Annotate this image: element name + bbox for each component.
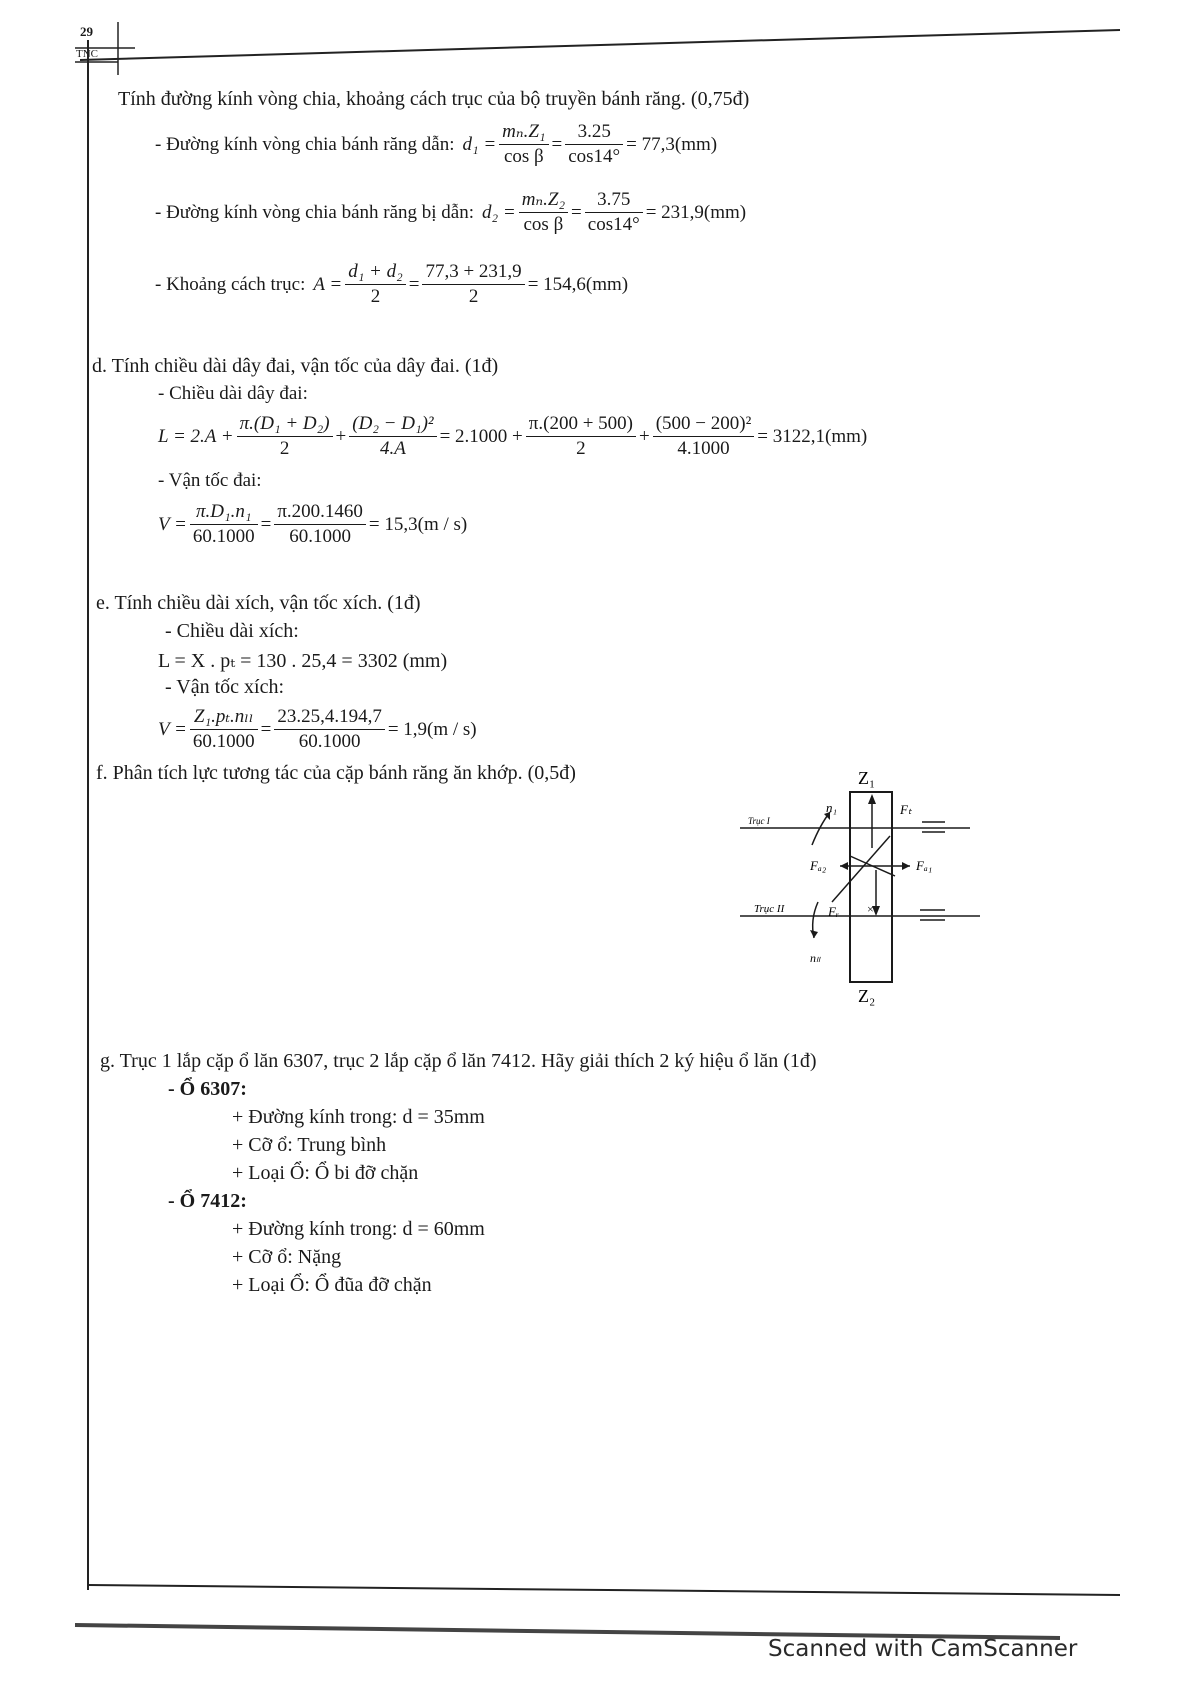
Ve-lhs: V = bbox=[158, 718, 187, 740]
Ve-result: = 1,9(m / s) bbox=[387, 718, 477, 740]
d1-lhs: d₁ = bbox=[462, 133, 497, 155]
formula-d1: - Đường kính vòng chia bánh răng dẫn: d₁ = $\frac{\text{mₙ.Z₁}}{\text{cos β}}$ = $\frac{3.25}{\cos 14^\circ}$ = 77,3(mm) bbox=[155, 121, 718, 167]
L-lhs: L = 2.A + bbox=[158, 425, 234, 447]
d2-result: = 231,9(mm) bbox=[645, 201, 747, 223]
d1-f1-num: mₙ.Z₁ bbox=[499, 120, 548, 145]
L-f4-den: 4.1000 bbox=[677, 438, 730, 459]
formula-A: - Khoảng cách trục: A = $\frac{\text{d₁ + d₂}}{2}$ = $\frac{77,3 + 231,9}{2}$ = 154,6(mm) bbox=[155, 261, 629, 307]
Ve-f1-num: Z₁.pₜ.nₗₗ bbox=[190, 705, 258, 730]
label-fa2: Fₐ₂ bbox=[810, 858, 827, 873]
Vd-f1-den: 60.1000 bbox=[192, 526, 255, 547]
A-f1-den: 2 bbox=[370, 286, 381, 307]
A-label: - Khoảng cách trục: bbox=[155, 273, 306, 295]
label-fa1: Fₐ₁ bbox=[916, 858, 933, 873]
A-result: = 154,6(mm) bbox=[527, 273, 629, 295]
Vd-result: = 15,3(m / s) bbox=[368, 513, 468, 535]
d2-f1-den: cos β bbox=[523, 214, 564, 235]
A-f2-num: 77,3 + 231,9 bbox=[422, 260, 524, 285]
d1-f2-num: 3.25 bbox=[565, 120, 623, 145]
L-f3-num: π.(200 + 500) bbox=[526, 412, 636, 437]
svg-text:×: × bbox=[867, 902, 874, 916]
L-mid: = 2.1000 + bbox=[439, 425, 523, 447]
label-n2: nₗₗ bbox=[810, 951, 820, 965]
bearing-7412-item-2: + Cỡ ổ: Nặng bbox=[232, 1246, 342, 1268]
page-number: 29 bbox=[80, 24, 93, 39]
d2-f1-num: mₙ.Z₂ bbox=[519, 188, 568, 213]
section-f-title: f. Phân tích lực tương tác của cặp bánh răng ăn khớp. (0,5đ) bbox=[96, 762, 576, 784]
L-f1-num: π.(D₁ + D₂) bbox=[237, 412, 333, 437]
Ve-f1-den: 60.1000 bbox=[192, 731, 255, 752]
d1-f1-den: cos β bbox=[503, 146, 544, 167]
formula-belt-length bbox=[158, 412, 867, 461]
label-fr: Fᵣ bbox=[828, 904, 840, 919]
Vd-f2-den: 60.1000 bbox=[289, 526, 351, 547]
bearing-7412-heading: - Ổ 7412: bbox=[168, 1190, 247, 1212]
section-e-title: e. Tính chiều dài xích, vận tốc xích. (1đ) bbox=[96, 592, 421, 614]
Ve-f2-num: 23.25,4.194,7 bbox=[274, 705, 385, 730]
formula-d2: - Đường kính vòng chia bánh răng bị dẫn: d₂ = $\frac{\text{mₙ.Z₂}}{\text{cos β}}$ = $\frac{3.75}{\cos 14^\circ}$ = 231,9(mm) bbox=[155, 189, 747, 235]
A-f2-den: 2 bbox=[468, 286, 479, 307]
label-n1: n₁ bbox=[826, 800, 838, 815]
Vd-f2-num: π.200.1460 bbox=[274, 500, 366, 525]
bearing-6307-item-3: + Loại Ổ: Ổ bi đỡ chặn bbox=[232, 1162, 419, 1184]
belt-speed-label: - Vận tốc đai: bbox=[158, 470, 262, 491]
L-f3-den: 2 bbox=[576, 438, 586, 459]
L-f2-num: (D₂ − D₁)² bbox=[349, 412, 436, 437]
d2-lhs: d₂ = bbox=[482, 201, 516, 223]
L-f4-num: (500 − 200)² bbox=[653, 412, 755, 437]
Ve-f2-den: 60.1000 bbox=[298, 731, 361, 752]
label-z2: Z₂ bbox=[858, 986, 876, 1006]
A-f1-num: d₁ + d₂ bbox=[345, 260, 406, 285]
gear-outline bbox=[850, 792, 892, 982]
d1-label: - Đường kính vòng chia bánh răng dẫn: bbox=[155, 133, 455, 155]
d2-f2-num: 3.75 bbox=[585, 188, 643, 213]
camscanner-watermark: Scanned with CamScanner bbox=[768, 1636, 1078, 1662]
bearing-6307-item-2: + Cỡ ổ: Trung bình bbox=[232, 1134, 387, 1156]
chain-length-expr: L = X . pₜ = 130 . 25,4 = 3302 (mm) bbox=[158, 650, 448, 672]
bearing-6307-heading: - Ổ 6307: bbox=[168, 1078, 247, 1100]
Vd-lhs: V = bbox=[158, 513, 187, 535]
label-z1: Z₁ bbox=[858, 770, 876, 788]
chain-length-label: - Chiều dài xích: bbox=[165, 620, 299, 642]
label-shaft-2: Trục II bbox=[754, 903, 785, 915]
label-shaft-1: Trục I bbox=[748, 816, 770, 826]
section-d-title: d. Tính chiều dài dây đai, vận tốc của dây đai. (1đ) bbox=[92, 355, 499, 377]
Vd-f1-num: π.D₁.n₁ bbox=[190, 500, 258, 525]
d2-label: - Đường kính vòng chia bánh răng bị dẫn: bbox=[155, 201, 475, 223]
L-plus2: + bbox=[639, 425, 650, 447]
d1-f2-den: cos14° bbox=[568, 146, 621, 167]
formula-chain-speed: V = $\frac{\text{Z₁.pₜ.nₗₗ}}{60.1000}$ = $\frac{23.25,4.194,7}{60.1000}$ = 1,9(m / s) bbox=[158, 706, 477, 752]
chain-speed-label: - Vận tốc xích: bbox=[165, 676, 285, 698]
belt-length-label: - Chiều dài dây đai: bbox=[158, 383, 308, 404]
gear-force-diagram bbox=[740, 770, 1000, 1010]
bearing-6307-item-1: + Đường kính trong: d = 35mm bbox=[232, 1106, 485, 1128]
d2-f2-den: cos14° bbox=[587, 214, 640, 235]
section-g-title: g. Trục 1 lắp cặp ổ lăn 6307, trục 2 lắp cặp ổ lăn 7412. Hãy giải thích 2 ký hiệu ổ lăn (1đ) bbox=[100, 1050, 817, 1072]
formula-belt-speed: V = $\frac{\text{π.D₁.n₁}}{60.1000}$ = $\frac{\pi.200.1460}{60.1000}$ = 15,3(m / s) bbox=[158, 501, 468, 547]
force-helix-line bbox=[832, 836, 890, 902]
bearing-7412-item-1: + Đường kính trong: d = 60mm bbox=[232, 1218, 485, 1240]
A-lhs: A = bbox=[313, 273, 343, 295]
L-plus1: + bbox=[335, 425, 347, 447]
d1-result: = 77,3(mm) bbox=[626, 133, 718, 155]
bearing-7412-item-3: + Loại Ổ: Ổ đũa đỡ chặn bbox=[232, 1274, 432, 1296]
L-result: = 3122,1(mm) bbox=[757, 425, 868, 447]
label-ft: Fₜ bbox=[900, 802, 912, 817]
page-tag: TNC bbox=[76, 48, 98, 60]
L-f2-den: 4.A bbox=[380, 438, 406, 459]
L-f1-den: 2 bbox=[279, 438, 290, 459]
section-c-title: Tính đường kính vòng chia, khoảng cách trục của bộ truyền bánh răng. (0,75đ) bbox=[118, 88, 750, 110]
